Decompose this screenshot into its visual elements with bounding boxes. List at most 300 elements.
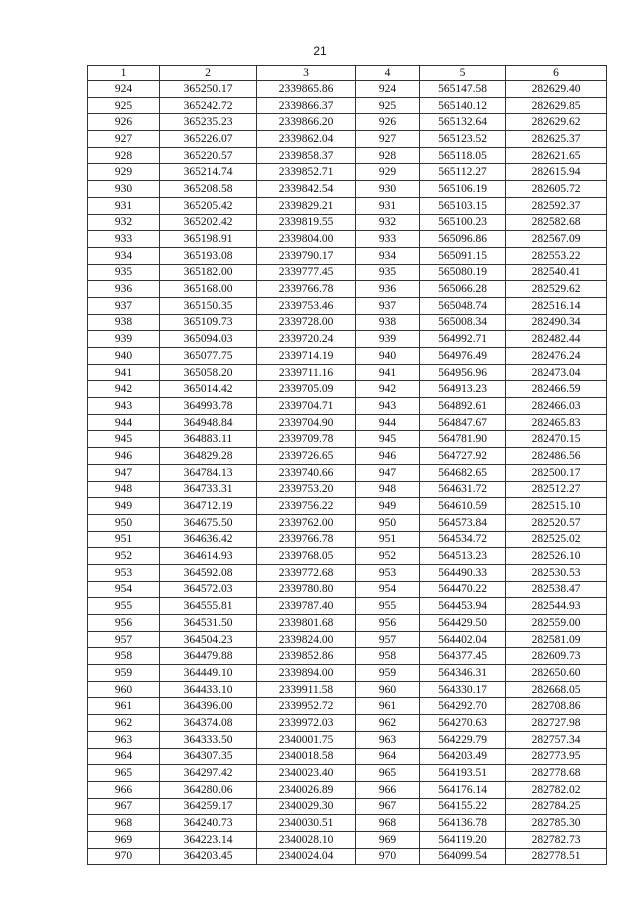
table-cell: 565066.28 bbox=[420, 281, 506, 298]
table-cell: 365193.08 bbox=[160, 247, 257, 264]
table-cell: 956 bbox=[88, 615, 160, 632]
table-cell: 2339852.71 bbox=[257, 164, 356, 181]
table-cell: 364883.11 bbox=[160, 431, 257, 448]
table-row bbox=[88, 197, 607, 214]
table-cell: 282490.34 bbox=[506, 314, 607, 331]
table-cell: 564292.70 bbox=[420, 698, 506, 715]
table-cell: 934 bbox=[88, 247, 160, 264]
table-cell: 282629.62 bbox=[506, 114, 607, 131]
table-cell: 282708.86 bbox=[506, 698, 607, 715]
table-cell: 932 bbox=[88, 214, 160, 231]
table-cell: 943 bbox=[356, 398, 420, 415]
table-cell: 364712.19 bbox=[160, 498, 257, 515]
column-header: 1 bbox=[88, 66, 160, 81]
table-cell: 931 bbox=[356, 197, 420, 214]
table-cell: 957 bbox=[88, 631, 160, 648]
table-cell: 565132.64 bbox=[420, 114, 506, 131]
table-cell: 929 bbox=[356, 164, 420, 181]
table-row bbox=[88, 564, 607, 581]
table-cell: 282466.59 bbox=[506, 381, 607, 398]
table-cell: 2339866.20 bbox=[257, 114, 356, 131]
table-cell: 925 bbox=[356, 97, 420, 114]
table-cell: 947 bbox=[88, 464, 160, 481]
table-cell: 950 bbox=[356, 514, 420, 531]
table-cell: 564203.49 bbox=[420, 748, 506, 765]
table-row bbox=[88, 698, 607, 715]
table-cell: 970 bbox=[356, 848, 420, 865]
table-cell: 564992.71 bbox=[420, 331, 506, 348]
table-cell: 2340024.04 bbox=[257, 848, 356, 865]
table-row bbox=[88, 414, 607, 431]
table-cell: 946 bbox=[88, 448, 160, 465]
table-cell: 282465.83 bbox=[506, 414, 607, 431]
table-cell: 966 bbox=[356, 781, 420, 798]
table-cell: 942 bbox=[88, 381, 160, 398]
table-cell: 282520.57 bbox=[506, 514, 607, 531]
table-cell: 564193.51 bbox=[420, 765, 506, 782]
table-cell: 962 bbox=[356, 715, 420, 732]
table-cell: 565140.12 bbox=[420, 97, 506, 114]
table-cell: 564573.84 bbox=[420, 514, 506, 531]
table-cell: 951 bbox=[356, 531, 420, 548]
table-cell: 2340030.51 bbox=[257, 815, 356, 832]
table-cell: 565103.15 bbox=[420, 197, 506, 214]
table-cell: 282625.37 bbox=[506, 131, 607, 148]
table-cell: 924 bbox=[356, 81, 420, 98]
table-cell: 958 bbox=[88, 648, 160, 665]
table-cell: 365198.91 bbox=[160, 231, 257, 248]
table-cell: 943 bbox=[88, 398, 160, 415]
table-cell: 938 bbox=[356, 314, 420, 331]
table-cell: 926 bbox=[356, 114, 420, 131]
table-cell: 954 bbox=[88, 581, 160, 598]
table-cell: 2339753.20 bbox=[257, 481, 356, 498]
table-cell: 364297.42 bbox=[160, 765, 257, 782]
column-header: 5 bbox=[420, 66, 506, 81]
table-cell: 953 bbox=[88, 564, 160, 581]
table-cell: 364240.73 bbox=[160, 815, 257, 832]
table-cell: 364307.35 bbox=[160, 748, 257, 765]
table-cell: 952 bbox=[356, 548, 420, 565]
table-cell: 364614.93 bbox=[160, 548, 257, 565]
column-header: 2 bbox=[160, 66, 257, 81]
table-cell: 365226.07 bbox=[160, 131, 257, 148]
table-cell: 364636.42 bbox=[160, 531, 257, 548]
table-cell: 2339865.86 bbox=[257, 81, 356, 98]
table-cell: 2339972.03 bbox=[257, 715, 356, 732]
table-cell: 565123.52 bbox=[420, 131, 506, 148]
table-row bbox=[88, 231, 607, 248]
table-cell: 365214.74 bbox=[160, 164, 257, 181]
table-cell: 282529.62 bbox=[506, 281, 607, 298]
table-cell: 565048.74 bbox=[420, 297, 506, 314]
table-cell: 364259.17 bbox=[160, 798, 257, 815]
table-row bbox=[88, 297, 607, 314]
table-cell: 928 bbox=[88, 147, 160, 164]
table-cell: 282540.41 bbox=[506, 264, 607, 281]
table-cell: 2339866.37 bbox=[257, 97, 356, 114]
table-cell: 282784.25 bbox=[506, 798, 607, 815]
table-cell: 282470.15 bbox=[506, 431, 607, 448]
table-cell: 564176.14 bbox=[420, 781, 506, 798]
table-cell: 963 bbox=[88, 731, 160, 748]
table-cell: 365250.17 bbox=[160, 81, 257, 98]
table-row bbox=[88, 431, 607, 448]
table-cell: 564136.78 bbox=[420, 815, 506, 832]
table-cell: 2340029.30 bbox=[257, 798, 356, 815]
table-cell: 2339824.00 bbox=[257, 631, 356, 648]
table-cell: 969 bbox=[88, 831, 160, 848]
table-cell: 365205.42 bbox=[160, 197, 257, 214]
table-cell: 961 bbox=[356, 698, 420, 715]
table-cell: 2339740.66 bbox=[257, 464, 356, 481]
table-cell: 565080.19 bbox=[420, 264, 506, 281]
table-cell: 924 bbox=[88, 81, 160, 98]
table-cell: 364479.88 bbox=[160, 648, 257, 665]
table-row bbox=[88, 514, 607, 531]
table-cell: 564913.23 bbox=[420, 381, 506, 398]
table-cell: 965 bbox=[88, 765, 160, 782]
table-cell: 2339756.22 bbox=[257, 498, 356, 515]
table-cell: 282530.53 bbox=[506, 564, 607, 581]
table-cell: 282757.34 bbox=[506, 731, 607, 748]
table-cell: 364280.06 bbox=[160, 781, 257, 798]
table-row bbox=[88, 581, 607, 598]
table-cell: 934 bbox=[356, 247, 420, 264]
table-cell: 2339862.04 bbox=[257, 131, 356, 148]
table-cell: 564490.33 bbox=[420, 564, 506, 581]
table-cell: 365058.20 bbox=[160, 364, 257, 381]
table-cell: 955 bbox=[356, 598, 420, 615]
table-cell: 967 bbox=[88, 798, 160, 815]
table-cell: 946 bbox=[356, 448, 420, 465]
table-cell: 364948.84 bbox=[160, 414, 257, 431]
table-cell: 957 bbox=[356, 631, 420, 648]
table-cell: 364203.45 bbox=[160, 848, 257, 865]
table-cell: 565008.34 bbox=[420, 314, 506, 331]
table-cell: 365094.03 bbox=[160, 331, 257, 348]
table-cell: 2339780.80 bbox=[257, 581, 356, 598]
table-cell: 565112.27 bbox=[420, 164, 506, 181]
table-cell: 565096.86 bbox=[420, 231, 506, 248]
table-row bbox=[88, 848, 607, 865]
table-cell: 364333.50 bbox=[160, 731, 257, 748]
table-cell: 282486.56 bbox=[506, 448, 607, 465]
table-cell: 942 bbox=[356, 381, 420, 398]
table-cell: 564847.67 bbox=[420, 414, 506, 431]
table-cell: 564610.59 bbox=[420, 498, 506, 515]
table-cell: 282778.51 bbox=[506, 848, 607, 865]
table-cell: 365220.57 bbox=[160, 147, 257, 164]
table-row bbox=[88, 715, 607, 732]
table-row bbox=[88, 81, 607, 98]
table-cell: 364504.23 bbox=[160, 631, 257, 648]
table-row bbox=[88, 164, 607, 181]
table-row bbox=[88, 731, 607, 748]
table-cell: 2339704.90 bbox=[257, 414, 356, 431]
table-cell: 282592.37 bbox=[506, 197, 607, 214]
table-row bbox=[88, 548, 607, 565]
table-cell: 927 bbox=[356, 131, 420, 148]
table-cell: 564099.54 bbox=[420, 848, 506, 865]
table-cell: 932 bbox=[356, 214, 420, 231]
table-cell: 937 bbox=[356, 297, 420, 314]
table-cell: 282629.85 bbox=[506, 97, 607, 114]
table-cell: 2339726.65 bbox=[257, 448, 356, 465]
table-cell: 2339842.54 bbox=[257, 181, 356, 198]
table-cell: 565106.19 bbox=[420, 181, 506, 198]
table-row bbox=[88, 131, 607, 148]
table-body bbox=[88, 81, 607, 865]
table-cell: 2339952.72 bbox=[257, 698, 356, 715]
table-cell: 564470.22 bbox=[420, 581, 506, 598]
table-cell: 960 bbox=[88, 681, 160, 698]
table-cell: 962 bbox=[88, 715, 160, 732]
table-cell: 282582.68 bbox=[506, 214, 607, 231]
table-cell: 565100.23 bbox=[420, 214, 506, 231]
table-cell: 925 bbox=[88, 97, 160, 114]
table-cell: 282782.02 bbox=[506, 781, 607, 798]
table-cell: 364531.50 bbox=[160, 615, 257, 632]
table-cell: 2339790.17 bbox=[257, 247, 356, 264]
table-row bbox=[88, 681, 607, 698]
table-cell: 564330.17 bbox=[420, 681, 506, 698]
table-cell: 964 bbox=[88, 748, 160, 765]
table-cell: 365235.23 bbox=[160, 114, 257, 131]
table-cell: 952 bbox=[88, 548, 160, 565]
table-cell: 564429.50 bbox=[420, 615, 506, 632]
table-cell: 944 bbox=[356, 414, 420, 431]
table-row bbox=[88, 348, 607, 365]
table-cell: 565147.58 bbox=[420, 81, 506, 98]
table-cell: 282609.73 bbox=[506, 648, 607, 665]
table-row bbox=[88, 97, 607, 114]
table-cell: 2339762.00 bbox=[257, 514, 356, 531]
table-cell: 564453.94 bbox=[420, 598, 506, 615]
table-cell: 2339787.40 bbox=[257, 598, 356, 615]
table-cell: 564513.23 bbox=[420, 548, 506, 565]
table-cell: 364592.08 bbox=[160, 564, 257, 581]
table-cell: 282476.24 bbox=[506, 348, 607, 365]
table-cell: 960 bbox=[356, 681, 420, 698]
table-row bbox=[88, 748, 607, 765]
table-cell: 936 bbox=[356, 281, 420, 298]
table-cell: 2339728.00 bbox=[257, 314, 356, 331]
table-cell: 955 bbox=[88, 598, 160, 615]
table-cell: 564727.92 bbox=[420, 448, 506, 465]
table-cell: 2339720.24 bbox=[257, 331, 356, 348]
table-cell: 282567.09 bbox=[506, 231, 607, 248]
table-cell: 282500.17 bbox=[506, 464, 607, 481]
table-cell: 282466.03 bbox=[506, 398, 607, 415]
table-cell: 365202.42 bbox=[160, 214, 257, 231]
table-cell: 2339804.00 bbox=[257, 231, 356, 248]
table-cell: 364396.00 bbox=[160, 698, 257, 715]
table-row bbox=[88, 364, 607, 381]
table-cell: 2339911.58 bbox=[257, 681, 356, 698]
table-cell: 970 bbox=[88, 848, 160, 865]
table-cell: 282538.47 bbox=[506, 581, 607, 598]
table-cell: 564119.20 bbox=[420, 831, 506, 848]
table-cell: 282778.68 bbox=[506, 765, 607, 782]
table-cell: 941 bbox=[356, 364, 420, 381]
table-cell: 967 bbox=[356, 798, 420, 815]
table-cell: 2339768.05 bbox=[257, 548, 356, 565]
table-cell: 945 bbox=[356, 431, 420, 448]
table-cell: 930 bbox=[88, 181, 160, 198]
table-cell: 968 bbox=[356, 815, 420, 832]
table-cell: 564229.79 bbox=[420, 731, 506, 748]
table-cell: 958 bbox=[356, 648, 420, 665]
table-cell: 565118.05 bbox=[420, 147, 506, 164]
coordinates-table bbox=[87, 65, 607, 865]
table-cell: 2339858.37 bbox=[257, 147, 356, 164]
table-cell: 282515.10 bbox=[506, 498, 607, 515]
table-cell: 564682.65 bbox=[420, 464, 506, 481]
column-header: 4 bbox=[356, 66, 420, 81]
table-cell: 282525.02 bbox=[506, 531, 607, 548]
table-cell: 365014.42 bbox=[160, 381, 257, 398]
table-cell: 364675.50 bbox=[160, 514, 257, 531]
table-cell: 282650.60 bbox=[506, 665, 607, 682]
table-cell: 282559.00 bbox=[506, 615, 607, 632]
table-row bbox=[88, 531, 607, 548]
table-cell: 564534.72 bbox=[420, 531, 506, 548]
table-row bbox=[88, 381, 607, 398]
table-cell: 2339704.71 bbox=[257, 398, 356, 415]
table-cell: 951 bbox=[88, 531, 160, 548]
table-cell: 282581.09 bbox=[506, 631, 607, 648]
table-cell: 282516.14 bbox=[506, 297, 607, 314]
table-cell: 966 bbox=[88, 781, 160, 798]
table-cell: 364829.28 bbox=[160, 448, 257, 465]
table-cell: 2339705.09 bbox=[257, 381, 356, 398]
table-cell: 564976.49 bbox=[420, 348, 506, 365]
table-cell: 937 bbox=[88, 297, 160, 314]
table-cell: 364433.10 bbox=[160, 681, 257, 698]
table-row bbox=[88, 448, 607, 465]
table-row bbox=[88, 464, 607, 481]
table-cell: 931 bbox=[88, 197, 160, 214]
table-cell: 282544.93 bbox=[506, 598, 607, 615]
table-cell: 935 bbox=[88, 264, 160, 281]
table-cell: 364374.08 bbox=[160, 715, 257, 732]
table-cell: 2339772.68 bbox=[257, 564, 356, 581]
table-cell: 2339711.16 bbox=[257, 364, 356, 381]
table-cell: 2339766.78 bbox=[257, 531, 356, 548]
table-cell: 564377.45 bbox=[420, 648, 506, 665]
table-row bbox=[88, 181, 607, 198]
table-cell: 564346.31 bbox=[420, 665, 506, 682]
table-cell: 2339753.46 bbox=[257, 297, 356, 314]
table-cell: 282473.04 bbox=[506, 364, 607, 381]
table-cell: 953 bbox=[356, 564, 420, 581]
table-header-row bbox=[88, 66, 607, 81]
table-cell: 282629.40 bbox=[506, 81, 607, 98]
table-cell: 948 bbox=[88, 481, 160, 498]
table-cell: 940 bbox=[356, 348, 420, 365]
table-cell: 936 bbox=[88, 281, 160, 298]
table-cell: 2339766.78 bbox=[257, 281, 356, 298]
table-cell: 928 bbox=[356, 147, 420, 164]
table-cell: 365150.35 bbox=[160, 297, 257, 314]
table-cell: 365109.73 bbox=[160, 314, 257, 331]
table-cell: 933 bbox=[356, 231, 420, 248]
table-cell: 564956.96 bbox=[420, 364, 506, 381]
table-cell: 564270.63 bbox=[420, 715, 506, 732]
table-cell: 282727.98 bbox=[506, 715, 607, 732]
table-row bbox=[88, 831, 607, 848]
table-cell: 2340026.89 bbox=[257, 781, 356, 798]
table-cell: 961 bbox=[88, 698, 160, 715]
table-cell: 945 bbox=[88, 431, 160, 448]
table-cell: 2339852.86 bbox=[257, 648, 356, 665]
table-cell: 950 bbox=[88, 514, 160, 531]
table-cell: 2340023.40 bbox=[257, 765, 356, 782]
table-cell: 927 bbox=[88, 131, 160, 148]
table-row bbox=[88, 781, 607, 798]
table-cell: 364733.31 bbox=[160, 481, 257, 498]
table-cell: 364449.10 bbox=[160, 665, 257, 682]
table-row bbox=[88, 214, 607, 231]
table-cell: 365182.00 bbox=[160, 264, 257, 281]
column-header: 3 bbox=[257, 66, 356, 81]
table-row bbox=[88, 765, 607, 782]
table-cell: 964 bbox=[356, 748, 420, 765]
table-row bbox=[88, 631, 607, 648]
table-cell: 963 bbox=[356, 731, 420, 748]
table-cell: 365242.72 bbox=[160, 97, 257, 114]
table-cell: 2339801.68 bbox=[257, 615, 356, 632]
table-cell: 2340028.10 bbox=[257, 831, 356, 848]
table-cell: 2339714.19 bbox=[257, 348, 356, 365]
table-cell: 564402.04 bbox=[420, 631, 506, 648]
table-cell: 365168.00 bbox=[160, 281, 257, 298]
table-row bbox=[88, 815, 607, 832]
table-cell: 364572.03 bbox=[160, 581, 257, 598]
table-cell: 282526.10 bbox=[506, 548, 607, 565]
table-cell: 564155.22 bbox=[420, 798, 506, 815]
table-row bbox=[88, 247, 607, 264]
table-cell: 282773.95 bbox=[506, 748, 607, 765]
table-cell: 959 bbox=[88, 665, 160, 682]
table-row bbox=[88, 281, 607, 298]
table-cell: 939 bbox=[356, 331, 420, 348]
table-cell: 564781.90 bbox=[420, 431, 506, 448]
table-row bbox=[88, 615, 607, 632]
table-cell: 282668.05 bbox=[506, 681, 607, 698]
table-cell: 565091.15 bbox=[420, 247, 506, 264]
table-cell: 282615.94 bbox=[506, 164, 607, 181]
table-cell: 2339894.00 bbox=[257, 665, 356, 682]
table-row bbox=[88, 665, 607, 682]
table-cell: 956 bbox=[356, 615, 420, 632]
table-cell: 939 bbox=[88, 331, 160, 348]
table-cell: 365077.75 bbox=[160, 348, 257, 365]
table-row bbox=[88, 481, 607, 498]
table-cell: 365208.58 bbox=[160, 181, 257, 198]
table-cell: 282512.27 bbox=[506, 481, 607, 498]
table-cell: 930 bbox=[356, 181, 420, 198]
table-cell: 564631.72 bbox=[420, 481, 506, 498]
column-header: 6 bbox=[506, 66, 607, 81]
table-cell: 954 bbox=[356, 581, 420, 598]
table-cell: 969 bbox=[356, 831, 420, 848]
table-cell: 282605.72 bbox=[506, 181, 607, 198]
table-row bbox=[88, 498, 607, 515]
table-cell: 364784.13 bbox=[160, 464, 257, 481]
table-cell: 564892.61 bbox=[420, 398, 506, 415]
